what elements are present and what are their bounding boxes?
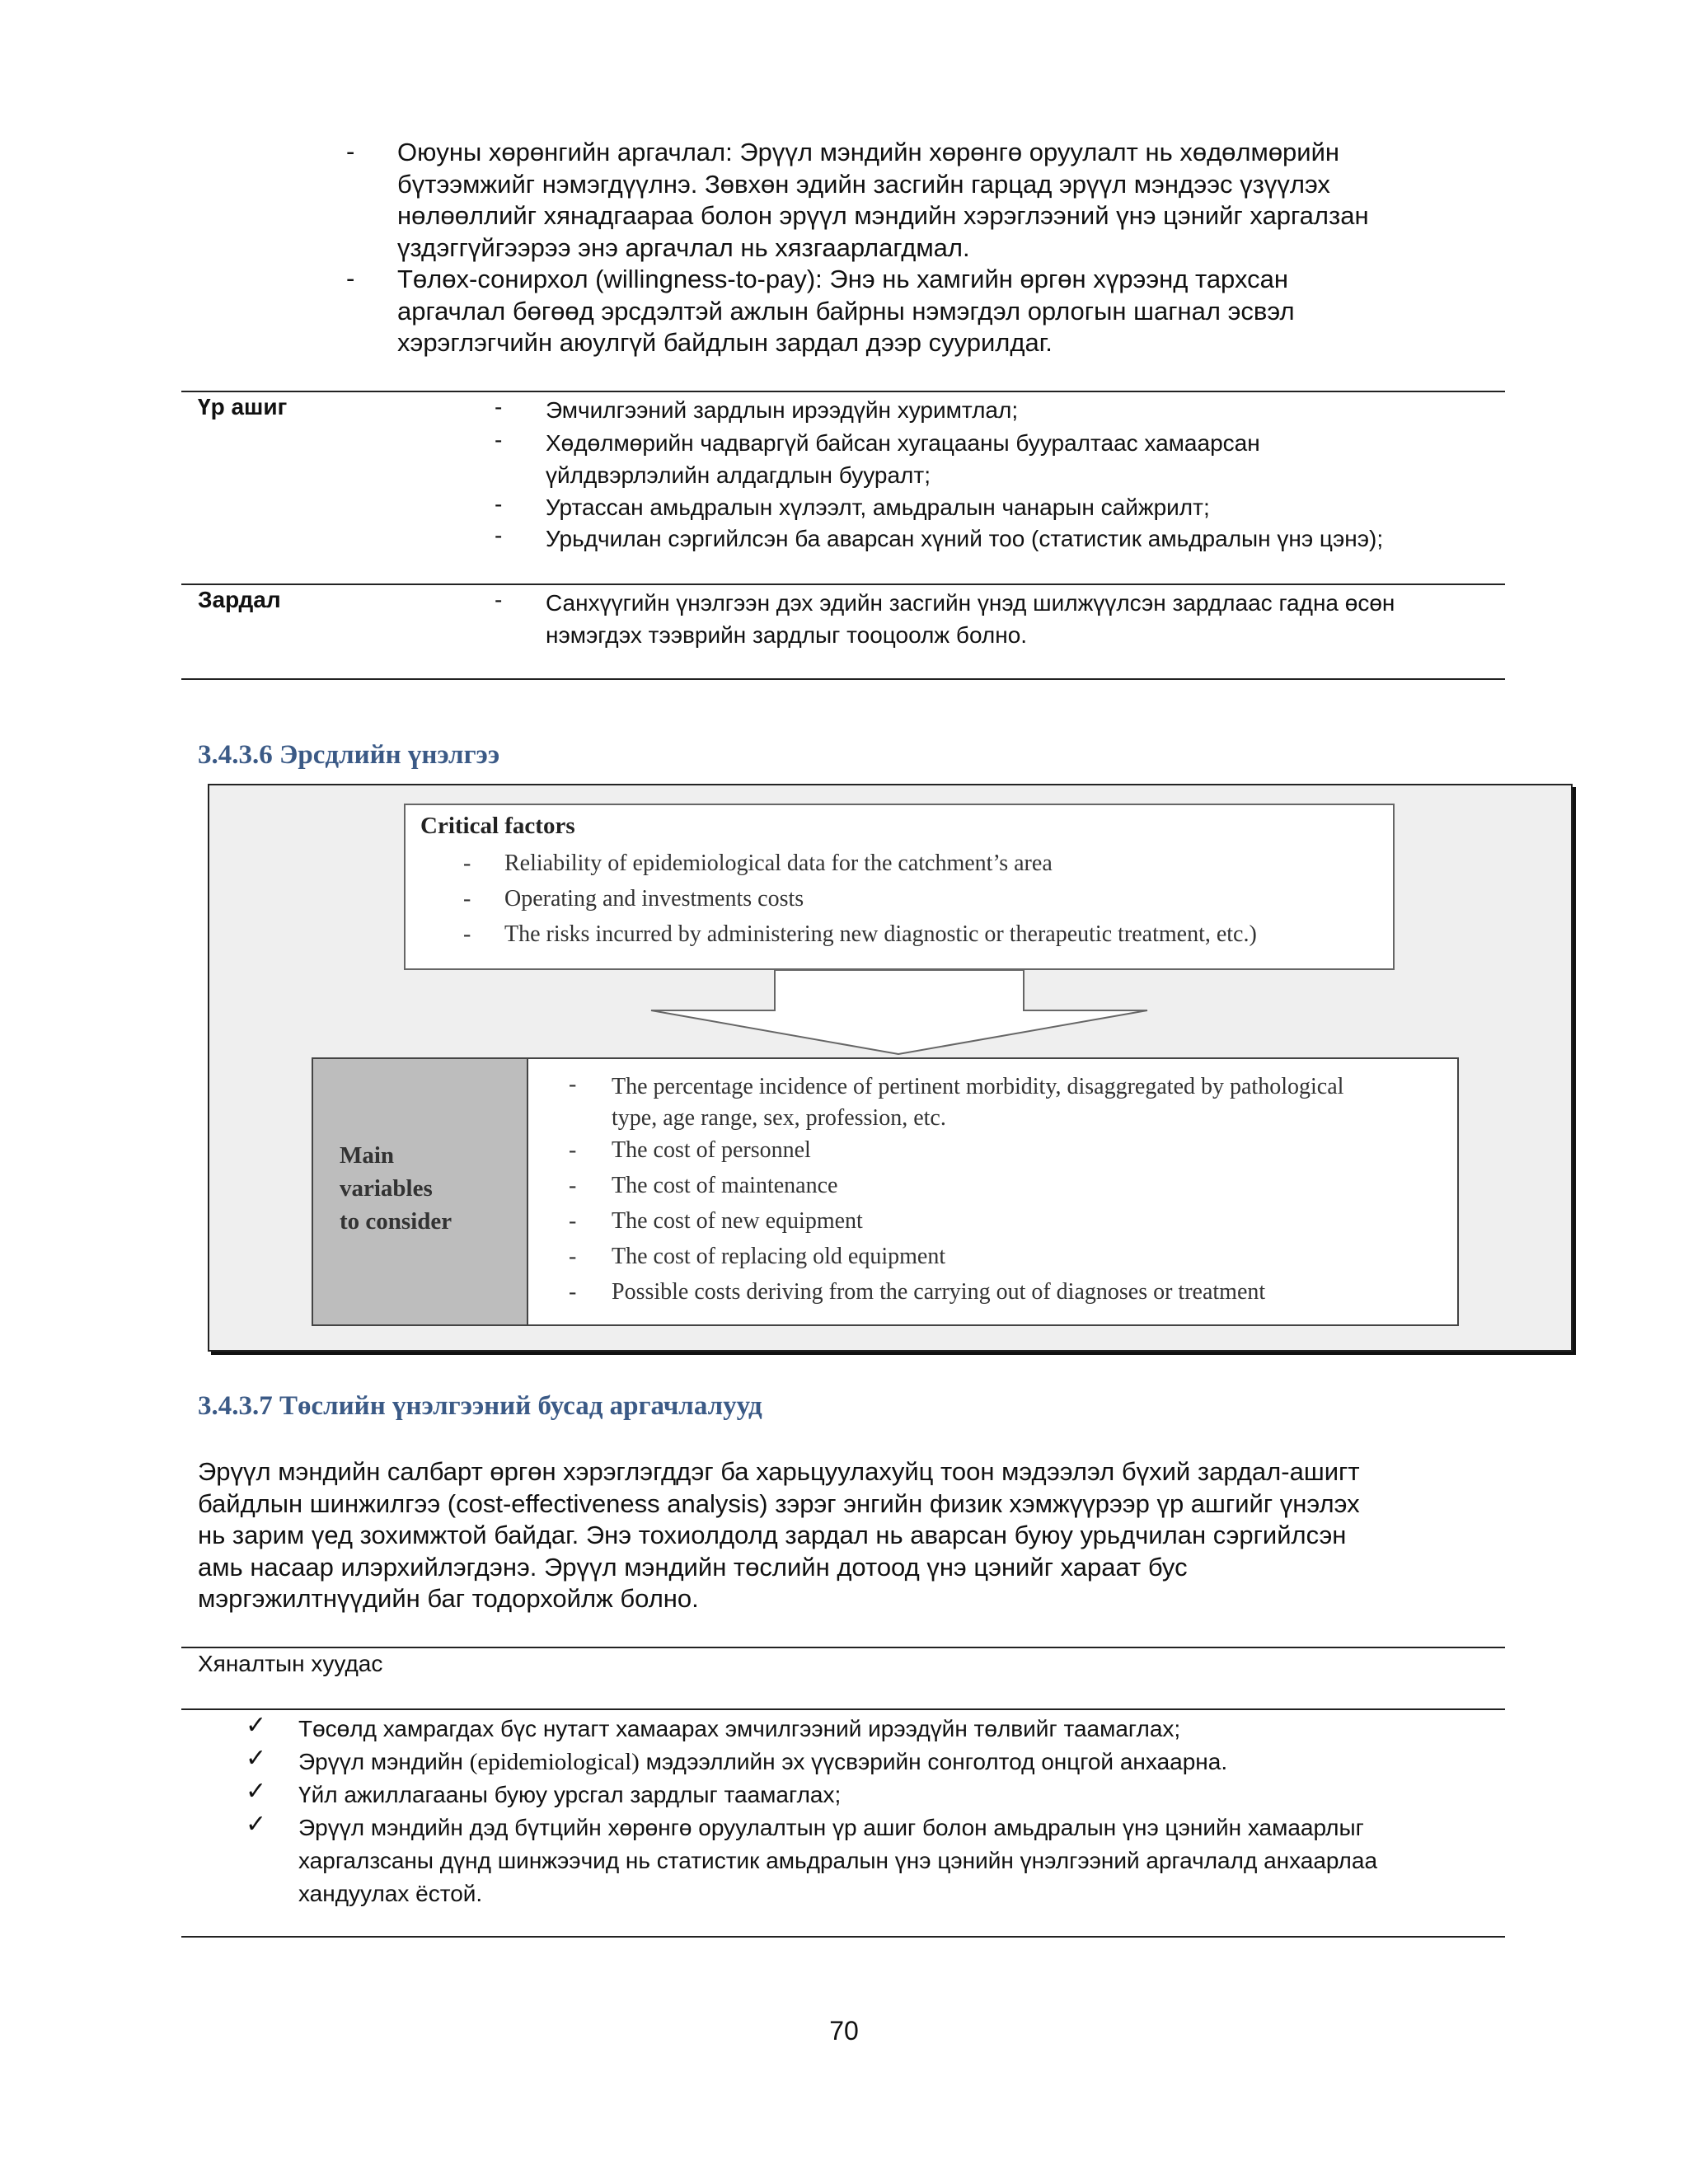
bullet-dash: -	[495, 491, 503, 517]
text-line: to consider	[340, 1208, 452, 1235]
main-variables-label	[340, 1139, 452, 1238]
text-line: нь зарим үед зохимжтой байдаг. Энэ тохиолдолд зардал нь аварсан буюу урьдчилан сэргийлсэн	[198, 1521, 1347, 1549]
critical-factors-title: Critical factors	[420, 813, 575, 839]
bullet-dash: -	[569, 1279, 577, 1305]
bullet-dash: -	[569, 1137, 577, 1163]
text-span: Эрүүл мэндийн	[298, 1749, 470, 1774]
page-number: 70	[829, 2016, 859, 2046]
text-line: нэмэгдэх тээврийн зардлыг тооцоолж болно.	[546, 622, 1028, 648]
text-line: мэргэжилтнүүдийн баг тодорхойлж болно.	[198, 1584, 699, 1613]
text-line: үйлдвэрлэлийн алдагдлын бууралт;	[546, 462, 931, 488]
checklist-title: Хяналтын хуудас	[198, 1651, 383, 1676]
text-span: мэдээллийн эх үүсвэрийн сонголтод онцгой анхаарна.	[639, 1749, 1228, 1774]
text-line: Хөдөлмөрийн чадваргүй байсан хугацааны бууралтаас хамаарсан	[546, 430, 1260, 456]
variable-item: The cost of new equipment	[612, 1208, 863, 1234]
text-line: Эрүүл мэндийн салбарт өргөн хэрэглэгддэг ба харьцуулахуйц тоон мэдээлэл бүхий зардал-ашигт	[198, 1457, 1360, 1486]
text-line: харгалзсаны дүнд шинжээчид нь статистик амьдралын үнэ цэнийн үнэлгээний аргачлалд анхаарлаа	[298, 1848, 1378, 1873]
text-line: үздэггүйгээрээ энэ аргачлал нь хязгаарлагдмал.	[397, 232, 970, 262]
benefits-label: Үр ашиг	[198, 394, 288, 419]
costs-label: Зардал	[198, 587, 281, 612]
text-line: Main	[340, 1142, 395, 1169]
checklist-item	[298, 1811, 1490, 1910]
critical-factor-item: Operating and investments costs	[504, 886, 804, 912]
text-line: Үйл ажиллагааны буюу урсгал зардлыг таамаглах;	[298, 1782, 842, 1807]
checklist-rule-mid	[181, 1708, 1505, 1710]
section-heading-other-methods: 3.4.3.7 Төслийн үнэлгээний бусад аргачлалууд	[198, 1391, 762, 1421]
checklist-rule-bottom	[181, 1936, 1505, 1938]
checklist-rule-top	[181, 1647, 1505, 1648]
variable-item	[612, 1071, 1343, 1134]
text-line: Санхүүгийн үнэлгээн дэх эдийн засгийн үнэд шилжүүлсэн зардлаас гадна өсөн	[546, 590, 1395, 616]
bullet-dash: -	[463, 886, 471, 912]
text-line: Эмчилгээний зардлын ирээдүйн хуримтлал;	[546, 397, 1019, 423]
funnel-arrow	[651, 970, 1147, 1054]
checklist-item	[298, 1713, 1490, 1745]
critical-factor-item: The risks incurred by administering new diagnostic or therapeutic treatment, etc.)	[504, 921, 1257, 947]
text-line: Оюуны хөрөнгийн аргачлал: Эрүүл мэндийн хөрөнгө оруулалт нь хөдөлмөрийн	[397, 138, 1340, 166]
text-line: хэрэглэгчийн аюулгүй байдлын зардал дээр суурилдаг.	[397, 328, 1053, 357]
variable-item: Possible costs deriving from the carrying out of diagnoses or treatment	[612, 1279, 1266, 1305]
bullet-dash: -	[495, 427, 503, 452]
text-line: Төсөлд хамрагдах бүс нутагт хамаарах эмчилгээний ирээдүйн төлвийг таамаглах;	[298, 1716, 1181, 1741]
bullet-dash: -	[495, 394, 503, 419]
other-methods-paragraph	[198, 1456, 1490, 1615]
text-line: нөлөөллийг хянадгаараа болон эрүүл мэндийн хэрэглээний үнэ цэнийг харгалзан	[397, 201, 1369, 230]
bullet-dash: -	[346, 264, 355, 293]
checkmark-icon: ✓	[246, 1745, 267, 1772]
text-line: Уртассан амьдралын хүлээлт, амьдралын чанарын сайжрилт;	[546, 494, 1210, 520]
variable-item: The cost of personnel	[612, 1137, 811, 1163]
variable-item: The cost of replacing old equipment	[612, 1244, 946, 1269]
checklist-item	[298, 1746, 1490, 1779]
checkmark-icon: ✓	[246, 1778, 267, 1805]
bullet-dash: -	[569, 1173, 577, 1198]
text-line: Эрүүл мэндийн дэд бүтцийн хөрөнгө оруулалтын үр ашиг болон амьдралын үнэ цэнийн хамаарлыг	[298, 1815, 1364, 1840]
text-line: бүтээмжийг нэмэгдүүлнэ. Зөвхөн эдийн засгийн гарцад эрүүл мэндээс үзүүлэх	[397, 169, 1330, 199]
text-line: The percentage incidence of pertinent morbidity, disaggregated by pathological	[612, 1074, 1344, 1099]
checkmark-icon: ✓	[246, 1811, 267, 1838]
checklist-item	[298, 1779, 1490, 1811]
text-line: амь насаар илэрхийлэгдэнэ. Эрүүл мэндийн төслийн дотоод үнэ цэнийг хараат бус	[198, 1552, 1188, 1582]
critical-factor-item: Reliability of epidemiological data for the catchment’s area	[504, 851, 1053, 876]
text-line: Урьдчилан сэргийлсэн ба аварсан хүний тоо (статистик амьдралын үнэ цэнэ);	[546, 526, 1384, 551]
section-heading-risk: 3.4.3.6 Эрсдлийн үнэлгээ	[198, 740, 500, 770]
text-line: variables	[340, 1175, 433, 1202]
bullet-dash: -	[463, 921, 471, 947]
bullet-dash: -	[346, 137, 355, 166]
bullet-dash: -	[569, 1244, 577, 1269]
bullet-dash: -	[569, 1208, 577, 1234]
bullet-dash: -	[463, 851, 471, 876]
bullet-dash: -	[495, 523, 503, 548]
text-span-serif: (epidemiological)	[469, 1749, 640, 1775]
text-line: аргачлал бөгөөд эрсдэлтэй ажлын байрны нэмэгдэл орлогын шагнал эсвэл	[397, 296, 1295, 326]
text-line: байдлын шинжилгээ (cost-effectiveness analysis) зэрэг энгийн физик хэмжүүрээр үр ашгийг үнэлэх	[198, 1488, 1360, 1518]
variable-item: The cost of maintenance	[612, 1173, 838, 1198]
bullet-dash: -	[495, 587, 503, 612]
text-line: хандуулах ёстой.	[298, 1881, 483, 1906]
text-line: Төлөх-сонирхол (willingness-to-pay): Энэ нь хамгийн өргөн хүрээнд тархсан	[397, 265, 1288, 293]
checkmark-icon: ✓	[246, 1712, 267, 1739]
bullet-dash: -	[569, 1071, 577, 1097]
text-line: type, age range, sex, profession, etc.	[612, 1105, 946, 1131]
